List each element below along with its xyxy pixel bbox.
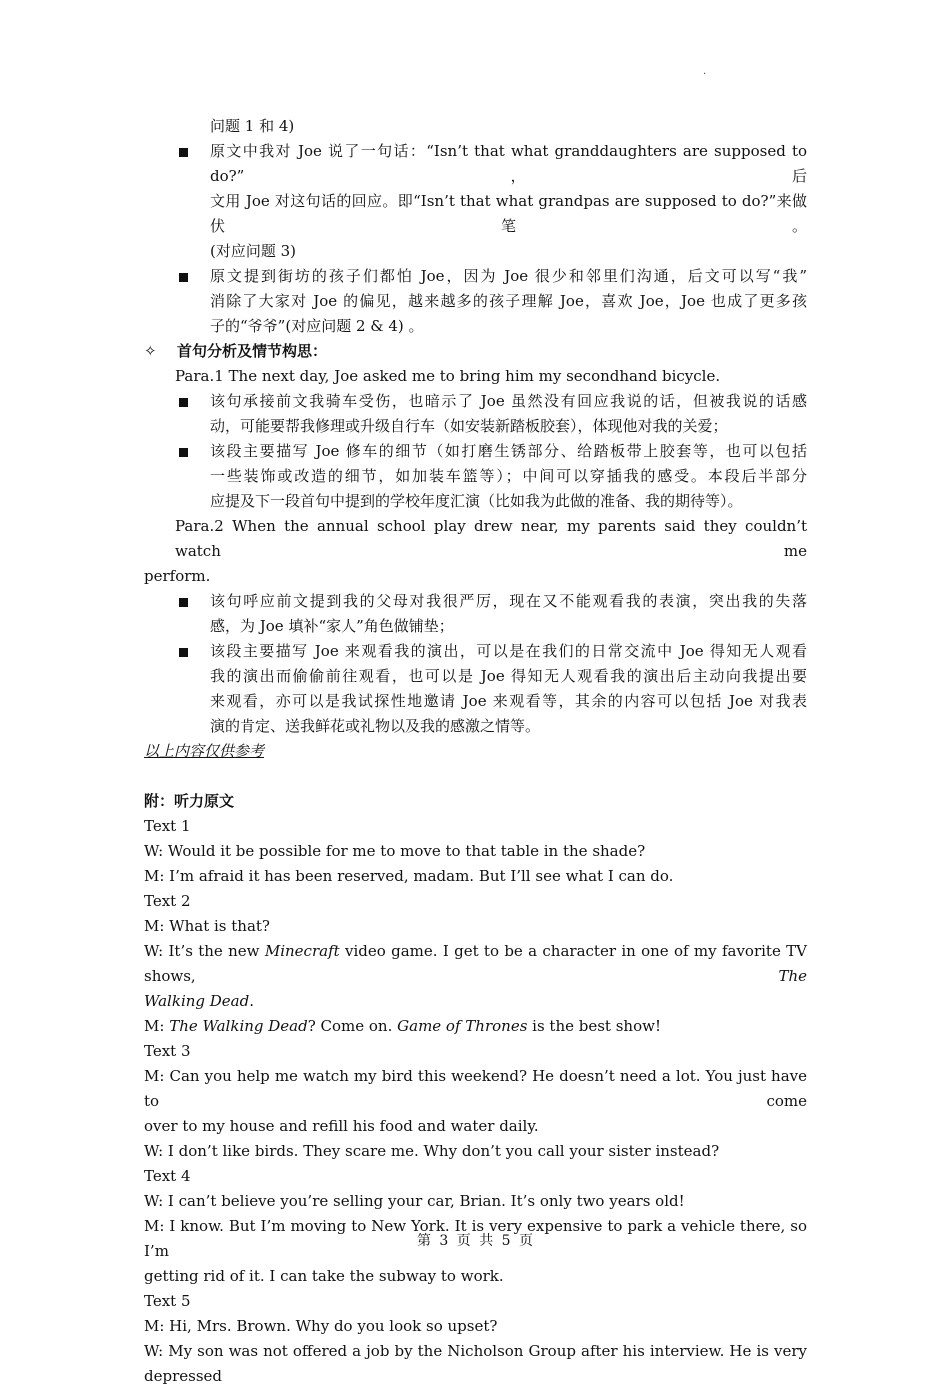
square-bullet-icon — [179, 598, 188, 607]
section-heading — [144, 339, 807, 364]
bullet-line: 子的“爷爷”(对应问题 2 & 4) 。 — [210, 317, 424, 335]
paragraph-first-sentence: perform. — [144, 567, 211, 585]
transcript-line: M: Can you help me watch my bird this weekend? He doesn’t need a lot. You just have to come — [144, 1067, 807, 1110]
bullet-line: (对应问题 3) — [210, 242, 297, 260]
transcript-text-label: Text 2 — [144, 892, 191, 910]
bullet-line: 我的演出而偷偷前往观看，也可以是 Joe 得知无人观看我的演出后主动向我提出要 — [210, 667, 807, 685]
square-bullet-icon — [179, 448, 188, 457]
header-mark: . — [703, 66, 707, 77]
bullet-point — [144, 264, 807, 339]
square-bullet-icon — [179, 148, 188, 157]
document-body — [144, 114, 807, 1389]
bullet-line: 文用 Joe 对这句话的回应。即“Isn’t that what grandpas are supposed to do?”来做伏笔。 — [210, 192, 807, 235]
transcript-line: W: I don’t like birds. They scare me. Why don’t you call your sister instead? — [144, 1142, 720, 1160]
transcript-line: M: I know. But I’m moving to New York. It is very expensive to park a vehicle there, so I’m — [144, 1217, 807, 1260]
paragraph-first-sentence: Para.1 The next day, Joe asked me to bring him my secondhand bicycle. — [175, 367, 721, 385]
bullet-point — [144, 639, 807, 739]
bullet-line: 该段主要描写 Joe 来观看我的演出，可以是在我们的日常交流中 Joe 得知无人观看 — [210, 642, 807, 660]
bullet-point — [144, 439, 807, 514]
transcript-line: W: Would it be possible for me to move to that table in the shade? — [144, 842, 646, 860]
transcript-text-label: Text 3 — [144, 1042, 191, 1060]
bullet-line: 原文中我对 Joe 说了一句话：“Isn’t that what granddaughters are supposed to do?”，后 — [210, 142, 807, 185]
reference-note: 以上内容仅供参考 — [144, 742, 265, 760]
transcript-line: M: The Walking Dead? Come on. Game of Thrones is the best show! — [144, 1017, 661, 1035]
bullet-line: 感，为 Joe 填补“家人”角色做铺垫； — [210, 617, 454, 635]
bullet-line: 该句呼应前文提到我的父母对我很严厉，现在又不能观看我的表演，突出我的失落 — [210, 592, 807, 610]
transcript-line: Walking Dead. — [144, 992, 255, 1010]
transcript-line: over to my house and refill his food and water daily. — [144, 1117, 539, 1135]
bullet-line: 消除了大家对 Joe 的偏见，越来越多的孩子理解 Joe，喜欢 Joe，Joe 也成了更多孩 — [210, 292, 807, 310]
transcript-line: getting rid of it. I can take the subway to work. — [144, 1267, 504, 1285]
square-bullet-icon — [179, 273, 188, 282]
bullet-line: 一些装饰或改造的细节，如加装车篮等）；中间可以穿插我的感受。本段后半部分 — [210, 467, 807, 485]
transcript-line: M: I’m afraid it has been reserved, madam. But I’ll see what I can do. — [144, 867, 674, 885]
square-bullet-icon — [179, 648, 188, 657]
transcript-text-label: Text 4 — [144, 1167, 191, 1185]
paragraph-first-sentence: Para.2 When the annual school play drew near, my parents said they couldn’t watch me — [175, 517, 807, 560]
diamond-icon: ✧ — [144, 342, 157, 360]
transcript-line: W: It’s the new Minecraft video game. I get to be a character in one of my favorite TV shows, The — [144, 942, 807, 985]
bullet-point — [144, 389, 807, 439]
continued-line: 问题 1 和 4) — [210, 117, 295, 135]
transcript-line: W: I can’t believe you’re selling your car, Brian. It’s only two years old! — [144, 1192, 685, 1210]
spacer — [144, 764, 807, 789]
page-footer: 第 3 页 共 5 页 — [416, 1233, 534, 1249]
appendix-title: 附：听力原文 — [144, 792, 235, 810]
transcript-line: M: What is that? — [144, 917, 270, 935]
transcript-line: M: Hi, Mrs. Brown. Why do you look so upset? — [144, 1317, 498, 1335]
section-heading-text: 首句分析及情节构思： — [177, 342, 328, 360]
bullet-line: 该段主要描写 Joe 修车的细节（如打磨生锈部分、给踏板带上胶套等，也可以包括 — [210, 442, 807, 460]
bullet-line: 来观看，亦可以是我试探性地邀请 Joe 来观看等，其余的内容可以包括 Joe 对我表 — [210, 692, 807, 710]
bullet-line: 原文提到街坊的孩子们都怕 Joe，因为 Joe 很少和邻里们沟通，后文可以写“我” — [210, 267, 807, 285]
transcript-text-label: Text 5 — [144, 1292, 191, 1310]
bullet-point — [144, 589, 807, 639]
transcript-line: W: My son was not offered a job by the Nicholson Group after his interview. He is very depressed — [144, 1342, 807, 1385]
bullet-point — [144, 139, 807, 264]
transcript-text-label: Text 1 — [144, 817, 191, 835]
bullet-line: 动，可能要帮我修理或升级自行车（如安装新踏板胶套），体现他对我的关爱； — [210, 417, 728, 435]
bullet-line: 该句承接前文我骑车受伤，也暗示了 Joe 虽然没有回应我说的话，但被我说的话感 — [210, 392, 807, 410]
square-bullet-icon — [179, 398, 188, 407]
bullet-line: 应提及下一段首句中提到的学校年度汇演（比如我为此做的准备、我的期待等）。 — [210, 492, 743, 510]
bullet-line: 演的肯定、送我鲜花或礼物以及我的感激之情等。 — [210, 717, 541, 735]
